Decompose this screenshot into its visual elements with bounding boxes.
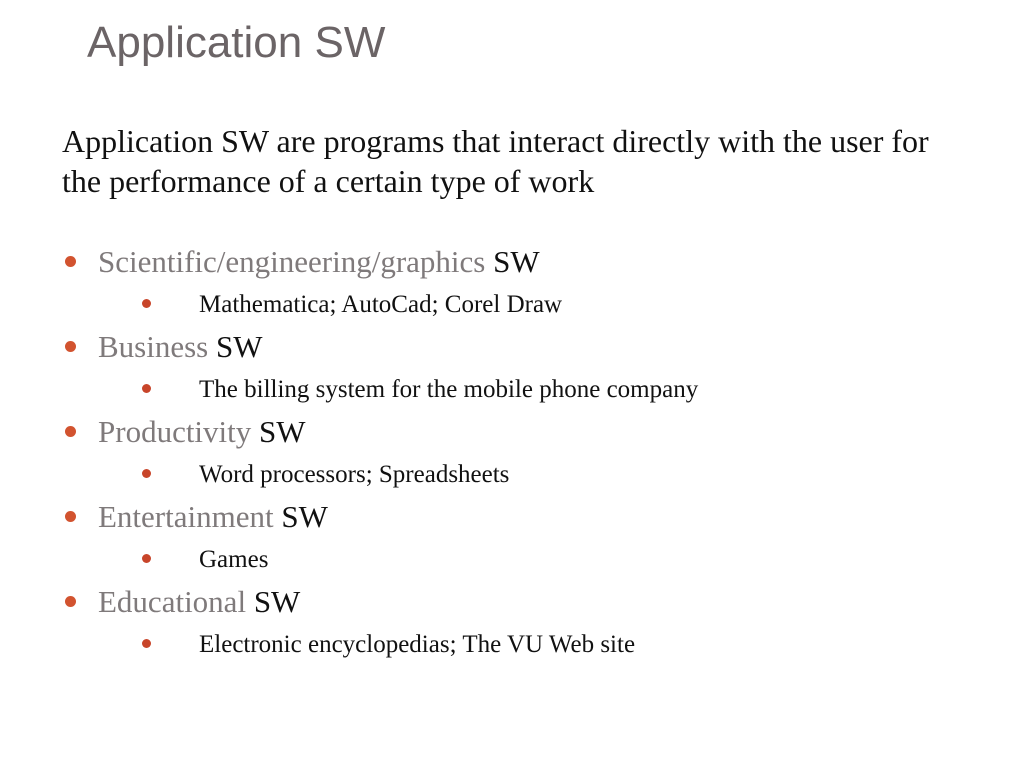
- example-text: The billing system for the mobile phone company: [199, 376, 699, 403]
- example-item-educational: [62, 624, 982, 665]
- category-list: [62, 240, 982, 665]
- sub-bullet-icon: [142, 384, 151, 393]
- category-suffix: SW: [281, 499, 328, 534]
- bullet-icon: [65, 256, 76, 267]
- example-item-scientific: [62, 284, 982, 325]
- example-item-entertainment: [62, 539, 982, 580]
- sub-bullet-icon: [142, 554, 151, 563]
- example-item-business: [62, 369, 982, 410]
- example-text: Mathematica; AutoCad; Corel Draw: [199, 291, 563, 318]
- category-name: Productivity: [98, 414, 252, 449]
- sub-bullet-icon: [142, 299, 151, 308]
- category-name: Educational: [98, 584, 247, 619]
- example-text: Games: [199, 546, 269, 573]
- category-item-productivity: [62, 410, 982, 454]
- example-text: Electronic encyclopedias; The VU Web site: [199, 631, 636, 658]
- bullet-icon: [65, 596, 76, 607]
- example-item-productivity: [62, 454, 982, 495]
- bullet-icon: [65, 341, 76, 352]
- category-suffix: SW: [216, 329, 263, 364]
- category-suffix: SW: [493, 244, 540, 279]
- sub-bullet-icon: [142, 639, 151, 648]
- category-suffix: SW: [259, 414, 306, 449]
- category-suffix: SW: [253, 584, 301, 619]
- category-item-scientific: [62, 240, 982, 284]
- category-item-educational: [62, 580, 982, 624]
- bullet-icon: [65, 511, 76, 522]
- category-name: Scientific/engineering/graphics: [98, 244, 486, 279]
- category-item-business: [62, 325, 982, 369]
- category-item-entertainment: [62, 495, 982, 539]
- slide-title: Application SW: [87, 18, 386, 67]
- example-text: Word processors; Spreadsheets: [199, 461, 510, 488]
- bullet-icon: [65, 426, 76, 437]
- sub-bullet-icon: [142, 469, 151, 478]
- category-name: Entertainment: [98, 499, 274, 534]
- intro-paragraph: Application SW are programs that interact directly with the user for the performance of a certain type of work: [62, 123, 929, 199]
- category-name: Business: [98, 329, 209, 364]
